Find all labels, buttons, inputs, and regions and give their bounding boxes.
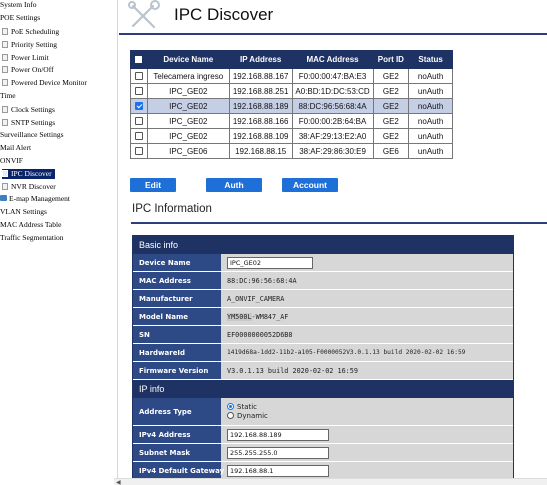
address-type-options	[227, 398, 268, 425]
ip-info-header: IP info	[133, 380, 513, 398]
manufacturer-value: A_ONVIF_CAMERA	[227, 295, 285, 303]
ipv4-address-row	[133, 426, 513, 444]
table-row[interactable]	[131, 84, 453, 99]
row-checkbox[interactable]	[135, 147, 143, 155]
nav-nvr-discover[interactable]	[2, 182, 56, 192]
firmware-version-value: V3.0.1.13 build 2020-02-02 16:59	[227, 367, 358, 375]
cell-status: noAuth	[409, 114, 453, 129]
field-value-wrap	[227, 254, 313, 271]
radio-static-label: Static	[237, 403, 258, 411]
nav-label: Surveillance Settings	[0, 130, 64, 139]
header-divider	[119, 33, 547, 35]
row-checkbox[interactable]	[135, 72, 143, 80]
table-header-row	[131, 51, 453, 69]
cell-status: unAuth	[409, 84, 453, 99]
radio-dynamic-option[interactable]	[227, 412, 268, 421]
cell-device-name: IPC_GE02	[147, 99, 229, 114]
row-checkbox[interactable]	[135, 117, 143, 125]
row-checkbox[interactable]	[135, 132, 143, 140]
nav-traffic-segmentation[interactable]	[0, 233, 64, 243]
hardware-id-value: 1419d68a-1dd2-11b2-a105-F0000052V3.0.1.13 build 2020-02-02 16:59	[227, 349, 466, 356]
table-row[interactable]	[131, 114, 453, 129]
cell-device-name: IPC_GE02	[147, 129, 229, 144]
nav-priority-setting[interactable]	[2, 40, 57, 50]
cell-port: GE2	[373, 69, 409, 84]
model-name-highlight: YM500L	[227, 313, 252, 321]
row-checkbox[interactable]	[135, 87, 143, 95]
radio-static-option[interactable]	[227, 403, 268, 412]
table-row[interactable]	[131, 69, 453, 84]
nav-label: E-map Management	[9, 194, 71, 203]
radio-dynamic-label: Dynamic	[237, 412, 268, 420]
cell-device-name: IPC_GE02	[147, 84, 229, 99]
nav-powered-device-monitor[interactable]	[2, 78, 87, 88]
field-label: Firmware Version	[133, 362, 221, 379]
nav-label: Time	[0, 91, 16, 100]
cell-port: GE2	[373, 129, 409, 144]
table-row[interactable]	[131, 144, 453, 159]
field-label: Model Name	[133, 308, 221, 325]
page-icon	[2, 79, 8, 86]
nav-label: Power On/Off	[11, 65, 54, 74]
account-button[interactable]: Account	[282, 178, 338, 192]
page-icon	[2, 66, 8, 73]
subnet-mask-input[interactable]: 255.255.255.0	[227, 447, 329, 459]
nav-label: VLAN Settings	[0, 207, 47, 216]
cell-device-name: IPC_GE02	[147, 114, 229, 129]
ipv4-gateway-input[interactable]: 192.168.88.1	[227, 465, 329, 477]
field-label: MAC Address	[133, 272, 221, 289]
nav-label: NVR Discover	[11, 182, 56, 191]
nav-time[interactable]	[0, 91, 16, 101]
nav-label: System Info	[0, 0, 37, 9]
row-select[interactable]	[131, 69, 148, 84]
col-header: IP Address	[229, 51, 292, 69]
sidebar-nav	[0, 0, 118, 485]
model-name-rest: -WM847_AF	[251, 313, 289, 321]
auth-button[interactable]: Auth	[206, 178, 262, 192]
device-table	[130, 50, 453, 159]
nav-poe-scheduling[interactable]	[2, 27, 59, 37]
nav-onvif[interactable]	[0, 156, 23, 166]
tools-icon	[127, 0, 163, 30]
page-icon	[2, 170, 8, 177]
table-row-selected[interactable]	[131, 99, 453, 114]
model-name-value	[227, 308, 288, 325]
subnet-mask-wrap	[227, 444, 329, 461]
cell-mac: F0:00:00:47:BA:E3	[292, 69, 373, 84]
page-icon	[2, 54, 8, 61]
field-label: IPv4 Address	[133, 426, 221, 443]
select-all-checkbox[interactable]	[135, 56, 142, 63]
row-checkbox-checked[interactable]	[135, 102, 143, 110]
cell-port: GE2	[373, 99, 409, 114]
firmware-version-row	[133, 362, 513, 380]
mac-address-value: 88:DC:96:56:68:4A	[227, 277, 297, 285]
row-select[interactable]	[131, 114, 148, 129]
nav-label: Mail Alert	[0, 143, 32, 152]
scroll-left-arrow-icon[interactable]: ◀	[116, 480, 121, 485]
nav-power-onoff[interactable]	[2, 65, 54, 75]
cell-ip: 192.168.88.189	[229, 99, 292, 114]
col-header: MAC Address	[292, 51, 373, 69]
map-icon	[0, 195, 7, 201]
field-label: IPv4 Default Gateway	[133, 462, 221, 479]
field-label: Subnet Mask	[133, 444, 221, 461]
ipv4-address-input[interactable]: 192.168.88.189	[227, 429, 329, 441]
field-label: SN	[133, 326, 221, 343]
nav-ipc-discover[interactable]	[2, 169, 55, 179]
ipc-info-panel	[132, 235, 514, 485]
col-header: Device Name	[147, 51, 229, 69]
cell-status: noAuth	[409, 99, 453, 114]
radio-static[interactable]	[227, 403, 234, 410]
nav-power-limit[interactable]	[2, 53, 49, 63]
cell-port: GE2	[373, 114, 409, 129]
cell-port: GE2	[373, 84, 409, 99]
nav-clock-settings[interactable]	[2, 105, 55, 115]
cell-status: unAuth	[409, 129, 453, 144]
cell-mac: A0:BD:1D:DC:53:CD	[292, 84, 373, 99]
mac-address-row	[133, 272, 513, 290]
sn-value: EF0000000052D6B8	[227, 331, 293, 339]
ipv4-gateway-wrap	[227, 462, 329, 479]
nav-label: Traffic Segmentation	[0, 233, 64, 242]
cell-ip: 192.168.88.251	[229, 84, 292, 99]
cell-ip: 192.168.88.167	[229, 69, 292, 84]
page-icon	[2, 119, 8, 126]
row-select[interactable]	[131, 129, 148, 144]
nav-label: PoE Scheduling	[11, 27, 60, 36]
cell-device-name: Telecamera ingreso	[147, 69, 229, 84]
nav-sntp-settings[interactable]	[2, 118, 55, 128]
cell-mac: F0:00:00:2B:64:BA	[292, 114, 373, 129]
cell-mac: 38:AF:29:13:E2:A0	[292, 129, 373, 144]
address-type-row	[133, 398, 513, 426]
nav-label: Powered Device Monitor	[11, 78, 87, 87]
subnet-mask-row	[133, 444, 513, 462]
cell-port: GE6	[373, 144, 409, 159]
cell-status: unAuth	[409, 144, 453, 159]
nav-system-info[interactable]	[0, 0, 36, 10]
col-header: Port ID	[373, 51, 409, 69]
nav-label: Priority Setting	[11, 40, 58, 49]
nav-label: IPC Discover	[11, 169, 52, 178]
device-name-row	[133, 254, 513, 272]
edit-button[interactable]: Edit	[130, 178, 176, 192]
nav-label: MAC Address Table	[0, 220, 62, 229]
device-name-input[interactable]: IPC_GE02	[227, 257, 313, 269]
nav-poe-settings[interactable]	[0, 13, 40, 23]
nav-label: SNTP Settings	[11, 118, 56, 127]
cell-status: noAuth	[409, 69, 453, 84]
cell-ip: 192.168.88.15	[229, 144, 292, 159]
section-divider	[131, 222, 547, 224]
page-title: IPC Discover	[174, 5, 274, 24]
cell-device-name: IPC_GE06	[147, 144, 229, 159]
select-all-header[interactable]	[131, 51, 148, 69]
row-select[interactable]	[131, 84, 148, 99]
cell-mac: 88:DC:96:56:68:4A	[292, 99, 373, 114]
field-label: Manufacturer	[133, 290, 221, 307]
page-icon	[2, 28, 8, 35]
nav-label: Clock Settings	[11, 105, 55, 114]
radio-dynamic[interactable]	[227, 412, 234, 419]
nav-label: POE Settings	[0, 13, 41, 22]
col-header: Status	[409, 51, 453, 69]
page-icon	[2, 41, 8, 48]
nav-vlan-settings[interactable]	[0, 207, 47, 217]
field-label: Device Name	[133, 254, 221, 271]
sn-row	[133, 326, 513, 344]
page-icon	[2, 183, 8, 190]
nav-label: ONVIF	[0, 156, 23, 165]
horizontal-scrollbar[interactable]	[114, 478, 547, 485]
section-title: IPC Information	[132, 203, 212, 215]
manufacturer-row	[133, 290, 513, 308]
page-icon	[2, 106, 8, 113]
nav-mac-address-table[interactable]	[0, 220, 61, 230]
cell-ip: 192.168.88.109	[229, 129, 292, 144]
nav-mail-alert[interactable]	[0, 143, 31, 153]
table-row[interactable]	[131, 129, 453, 144]
hardware-id-row	[133, 344, 513, 362]
nav-label: Power Limit	[11, 53, 49, 62]
row-select[interactable]	[131, 144, 148, 159]
field-label: Address Type	[133, 398, 221, 425]
nav-emap-management[interactable]	[0, 194, 70, 204]
cell-mac: 38:AF:29:86:30:E9	[292, 144, 373, 159]
main-content	[119, 0, 547, 485]
basic-info-header: Basic info	[133, 236, 513, 254]
ipv4-address-wrap	[227, 426, 329, 443]
nav-surveillance-settings[interactable]	[0, 130, 64, 140]
model-name-row	[133, 308, 513, 326]
field-label: HardwareId	[133, 344, 221, 361]
row-select[interactable]	[131, 99, 148, 114]
cell-ip: 192.168.88.166	[229, 114, 292, 129]
